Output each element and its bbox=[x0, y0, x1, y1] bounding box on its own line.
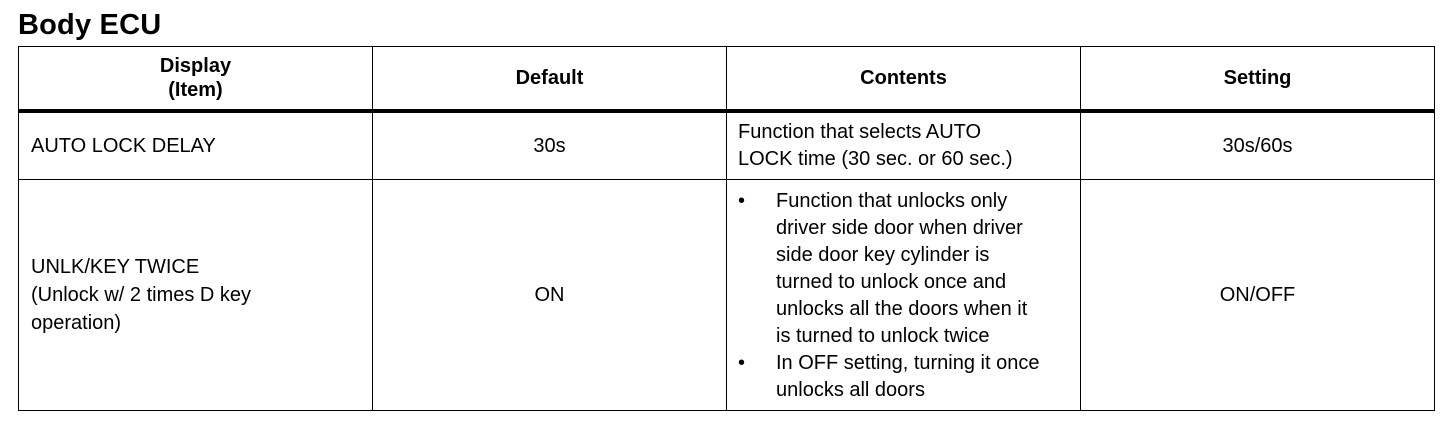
header-default: Default bbox=[373, 47, 727, 112]
row-setting-cell: ON/OFF bbox=[1081, 180, 1435, 411]
bullet-line: unlocks all doors bbox=[776, 379, 925, 401]
row-item-cell bbox=[19, 111, 373, 180]
table-row bbox=[19, 180, 1435, 411]
contents-bullet-list bbox=[738, 188, 1072, 404]
bullet-line: side door key cylinder is bbox=[776, 244, 990, 266]
row-contents-cell bbox=[727, 111, 1081, 180]
bullet-line: In OFF setting, turning it once bbox=[776, 352, 1040, 374]
bullet-item bbox=[738, 188, 1072, 350]
row-item-cell bbox=[19, 180, 373, 411]
bullet-item bbox=[738, 350, 1072, 404]
header-display-item bbox=[19, 47, 373, 112]
header-item-label: (Item) bbox=[168, 79, 223, 101]
row-item-description: operation) bbox=[31, 312, 122, 334]
row-item-label: AUTO LOCK DELAY bbox=[31, 135, 216, 157]
contents-line: Function that selects AUTO bbox=[738, 121, 982, 143]
row-item-description: (Unlock w/ 2 times D key bbox=[31, 284, 252, 306]
bullet-line: turned to unlock once and bbox=[776, 271, 1007, 293]
page-title: Body ECU bbox=[18, 9, 162, 41]
bullet-line: Function that unlocks only bbox=[776, 190, 1008, 212]
bullet-icon: • bbox=[738, 352, 746, 374]
header-contents: Contents bbox=[727, 47, 1081, 112]
settings-table bbox=[18, 46, 1435, 411]
row-contents-cell bbox=[727, 180, 1081, 411]
bullet-line: is turned to unlock twice bbox=[776, 325, 990, 347]
bullet-line: driver side door when driver bbox=[776, 217, 1023, 239]
row-setting-cell: 30s/60s bbox=[1081, 111, 1435, 180]
header-setting: Setting bbox=[1081, 47, 1435, 112]
table-row bbox=[19, 111, 1435, 180]
bullet-icon: • bbox=[738, 190, 746, 212]
row-default-cell: ON bbox=[373, 180, 727, 411]
table-header-row bbox=[19, 47, 1435, 112]
row-item-label: UNLK/KEY TWICE bbox=[31, 256, 200, 278]
header-display-label: Display bbox=[159, 55, 232, 77]
row-default-cell: 30s bbox=[373, 111, 727, 180]
contents-line: LOCK time (30 sec. or 60 sec.) bbox=[738, 148, 1013, 170]
bullet-line: unlocks all the doors when it bbox=[776, 298, 1028, 320]
